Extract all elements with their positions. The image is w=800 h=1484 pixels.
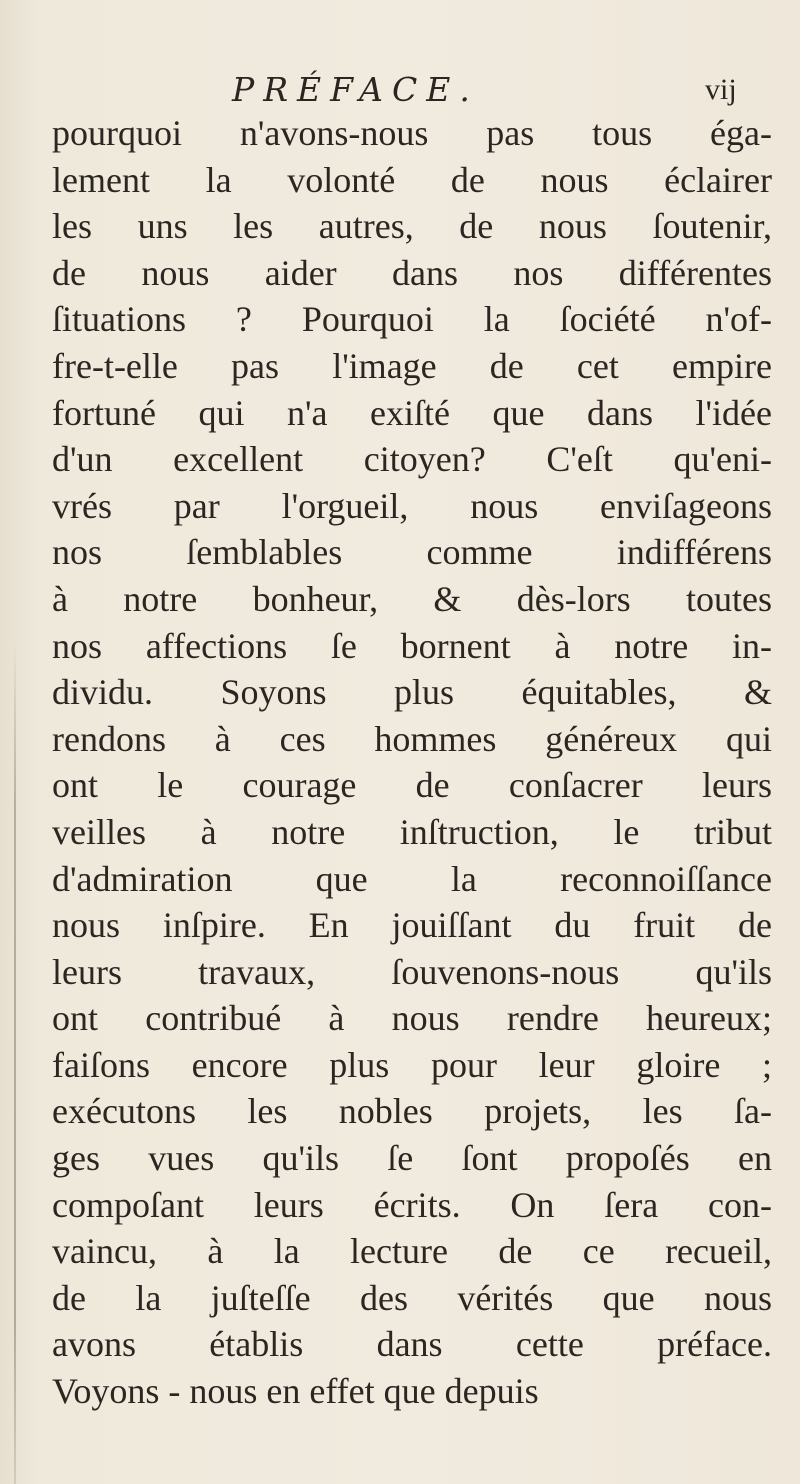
binding-shadow	[14, 640, 16, 1484]
text-line: pourquoi n'avons-nous pas tous éga-	[52, 113, 772, 153]
text-line: fortuné qui n'a exiſté que dans l'idée	[52, 392, 772, 433]
text-line: Voyons - nous en effet que depuis	[52, 1371, 539, 1412]
text-line: rendons à ces hommes généreux qui	[52, 718, 772, 759]
text-line: de la juſteſſe des vérités que nous	[52, 1277, 772, 1318]
text-line: nos affections ſe bornent à notre in-	[52, 625, 772, 666]
page-header	[0, 68, 800, 112]
text-line: nos ſemblables comme indifférens	[52, 532, 772, 573]
text-line: vaincu, à la lecture de ce recueil,	[52, 1231, 772, 1272]
text-line: faiſons encore plus pour leur gloire ;	[52, 1044, 772, 1085]
page-number: vij	[705, 73, 737, 106]
text-line: compoſant leurs écrits. On ſera con-	[52, 1184, 772, 1225]
text-line: lement la volonté de nous éclairer	[52, 159, 772, 200]
text-line: de nous aider dans nos différentes	[52, 252, 772, 293]
text-line: leurs travaux, ſouvenons-nous qu'ils	[52, 951, 772, 992]
text-line: ſituations ? Pourquoi la ſociété n'of-	[52, 299, 772, 340]
running-title: PRÉFACE.	[232, 70, 479, 109]
text-line: ont le courage de conſacrer leurs	[52, 765, 772, 806]
text-line: dividu. Soyons plus équitables, &	[52, 672, 772, 713]
text-line: exécutons les nobles projets, les ſa-	[52, 1091, 772, 1132]
text-line: fre-t-elle pas l'image de cet empire	[52, 345, 772, 386]
text-line: avons établis dans cette préface.	[52, 1324, 772, 1365]
text-line: ges vues qu'ils ſe ſont propoſés en	[52, 1138, 772, 1179]
text-line: veilles à notre inſtruction, le tribut	[52, 811, 772, 852]
body-text	[52, 110, 772, 1415]
text-line: ont contribué à nous rendre heureux;	[52, 998, 772, 1039]
text-line: d'un excellent citoyen? C'eſt qu'eni-	[52, 439, 772, 480]
text-line: les uns les autres, de nous ſoutenir,	[52, 206, 772, 247]
text-line: d'admiration que la reconnoiſſance	[52, 858, 772, 899]
text-line: vrés par l'orgueil, nous enviſageons	[52, 485, 772, 526]
text-line: nous inſpire. En jouiſſant du fruit de	[52, 905, 772, 946]
text-line: à notre bonheur, & dès-lors toutes	[52, 578, 772, 619]
